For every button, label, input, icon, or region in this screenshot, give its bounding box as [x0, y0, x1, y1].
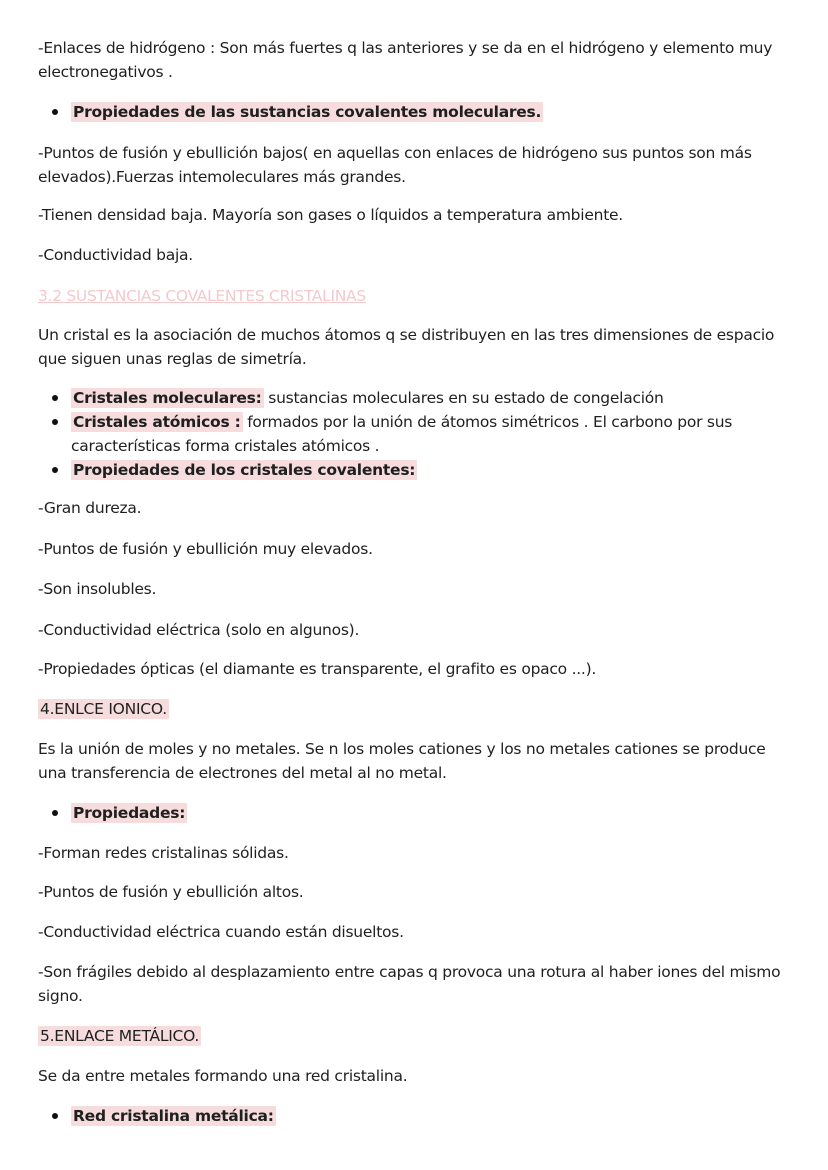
props-covalent-crystals-heading: Propiedades de los cristales covalentes: [73, 461, 416, 479]
list-item [38, 801, 798, 825]
list-item [38, 458, 798, 482]
ionic-properties-list [38, 801, 798, 825]
molecular-crystals-term: Cristales moleculares: [73, 389, 262, 407]
props-molecular-heading: Propiedades de las sustancias covalentes moleculares. [73, 103, 542, 121]
metallic-definition-paragraph: Se da entre metales formando una red cristalina. [38, 1067, 408, 1085]
section-4-title: 4.ENLCE IONICO. [40, 700, 167, 718]
fragile-paragraph: -Son frágiles debido al desplazamiento entre capas q provoca una rotura al haber iones del mismo signo. [38, 963, 781, 1005]
density-low-paragraph: -Tienen densidad baja. Mayoría son gases o líquidos a temperatura ambiente. [38, 206, 623, 224]
section-heading-5 [38, 1024, 798, 1048]
props-heading: Propiedades: [73, 804, 186, 822]
conductivity-low-paragraph: -Conductividad baja. [38, 246, 193, 264]
crystal-definition-paragraph: Un cristal es la asociación de muchos átomos q se distribuyen en las tres dimensiones de espacio que siguen unas reglas de simetría. [38, 326, 775, 368]
hardness-paragraph: -Gran dureza. [38, 499, 142, 517]
metallic-network-list [38, 1104, 798, 1128]
hydrogen-bonds-paragraph: -Enlaces de hidrógeno : Son más fuertes q las anteriores y se da en el hidrógeno y elemento muy electronegativos . [38, 39, 773, 81]
insoluble-paragraph: -Son insolubles. [38, 580, 157, 598]
optical-properties-paragraph: -Propiedades ópticas (el diamante es transparente, el grafito es opaco ...). [38, 660, 597, 678]
section-heading-4 [38, 697, 798, 721]
crystal-types-list [38, 386, 798, 482]
melting-points-low-paragraph: -Puntos de fusión y ebullición bajos( en aquellas con enlaces de hidrógeno sus puntos son más elevados).Fuerzas intemoleculares más grandes. [38, 144, 752, 186]
electrical-conductivity-paragraph: -Conductividad eléctrica (solo en algunos). [38, 621, 360, 639]
melting-points-ionic-paragraph: -Puntos de fusión y ebullición altos. [38, 883, 304, 901]
ionic-definition-paragraph: Es la unión de moles y no metales. Se n los moles cationes y los no metales cationes se produce una transferencia de electrones del metal al no metal. [38, 740, 766, 782]
list-item [38, 410, 798, 458]
section-5-title: 5.ENLACE METÁLICO. [40, 1027, 200, 1045]
list-item [38, 386, 798, 410]
molecular-crystals-text: sustancias moleculares en su estado de congelación [263, 389, 664, 407]
list-item [38, 1104, 798, 1128]
atomic-crystals-term: Cristales atómicos : [73, 413, 241, 431]
atomic-crystals-text: formados por la unión de átomos simétricos . El carbono por sus características forma cristales atómicos . [71, 413, 733, 455]
list-item [38, 100, 798, 124]
metallic-network-heading: Red cristalina metálica: [73, 1107, 274, 1125]
molecular-properties-list [38, 100, 798, 124]
crystal-networks-paragraph: -Forman redes cristalinas sólidas. [38, 844, 289, 862]
conductivity-dissolved-paragraph: -Conductividad eléctrica cuando están disueltos. [38, 923, 404, 941]
section-heading-3-2 [38, 284, 798, 308]
section-3-2-link[interactable]: 3.2 SUSTANCIAS COVALENTES CRISTALINAS [38, 287, 366, 305]
melting-points-high-paragraph: -Puntos de fusión y ebullición muy elevados. [38, 540, 373, 558]
